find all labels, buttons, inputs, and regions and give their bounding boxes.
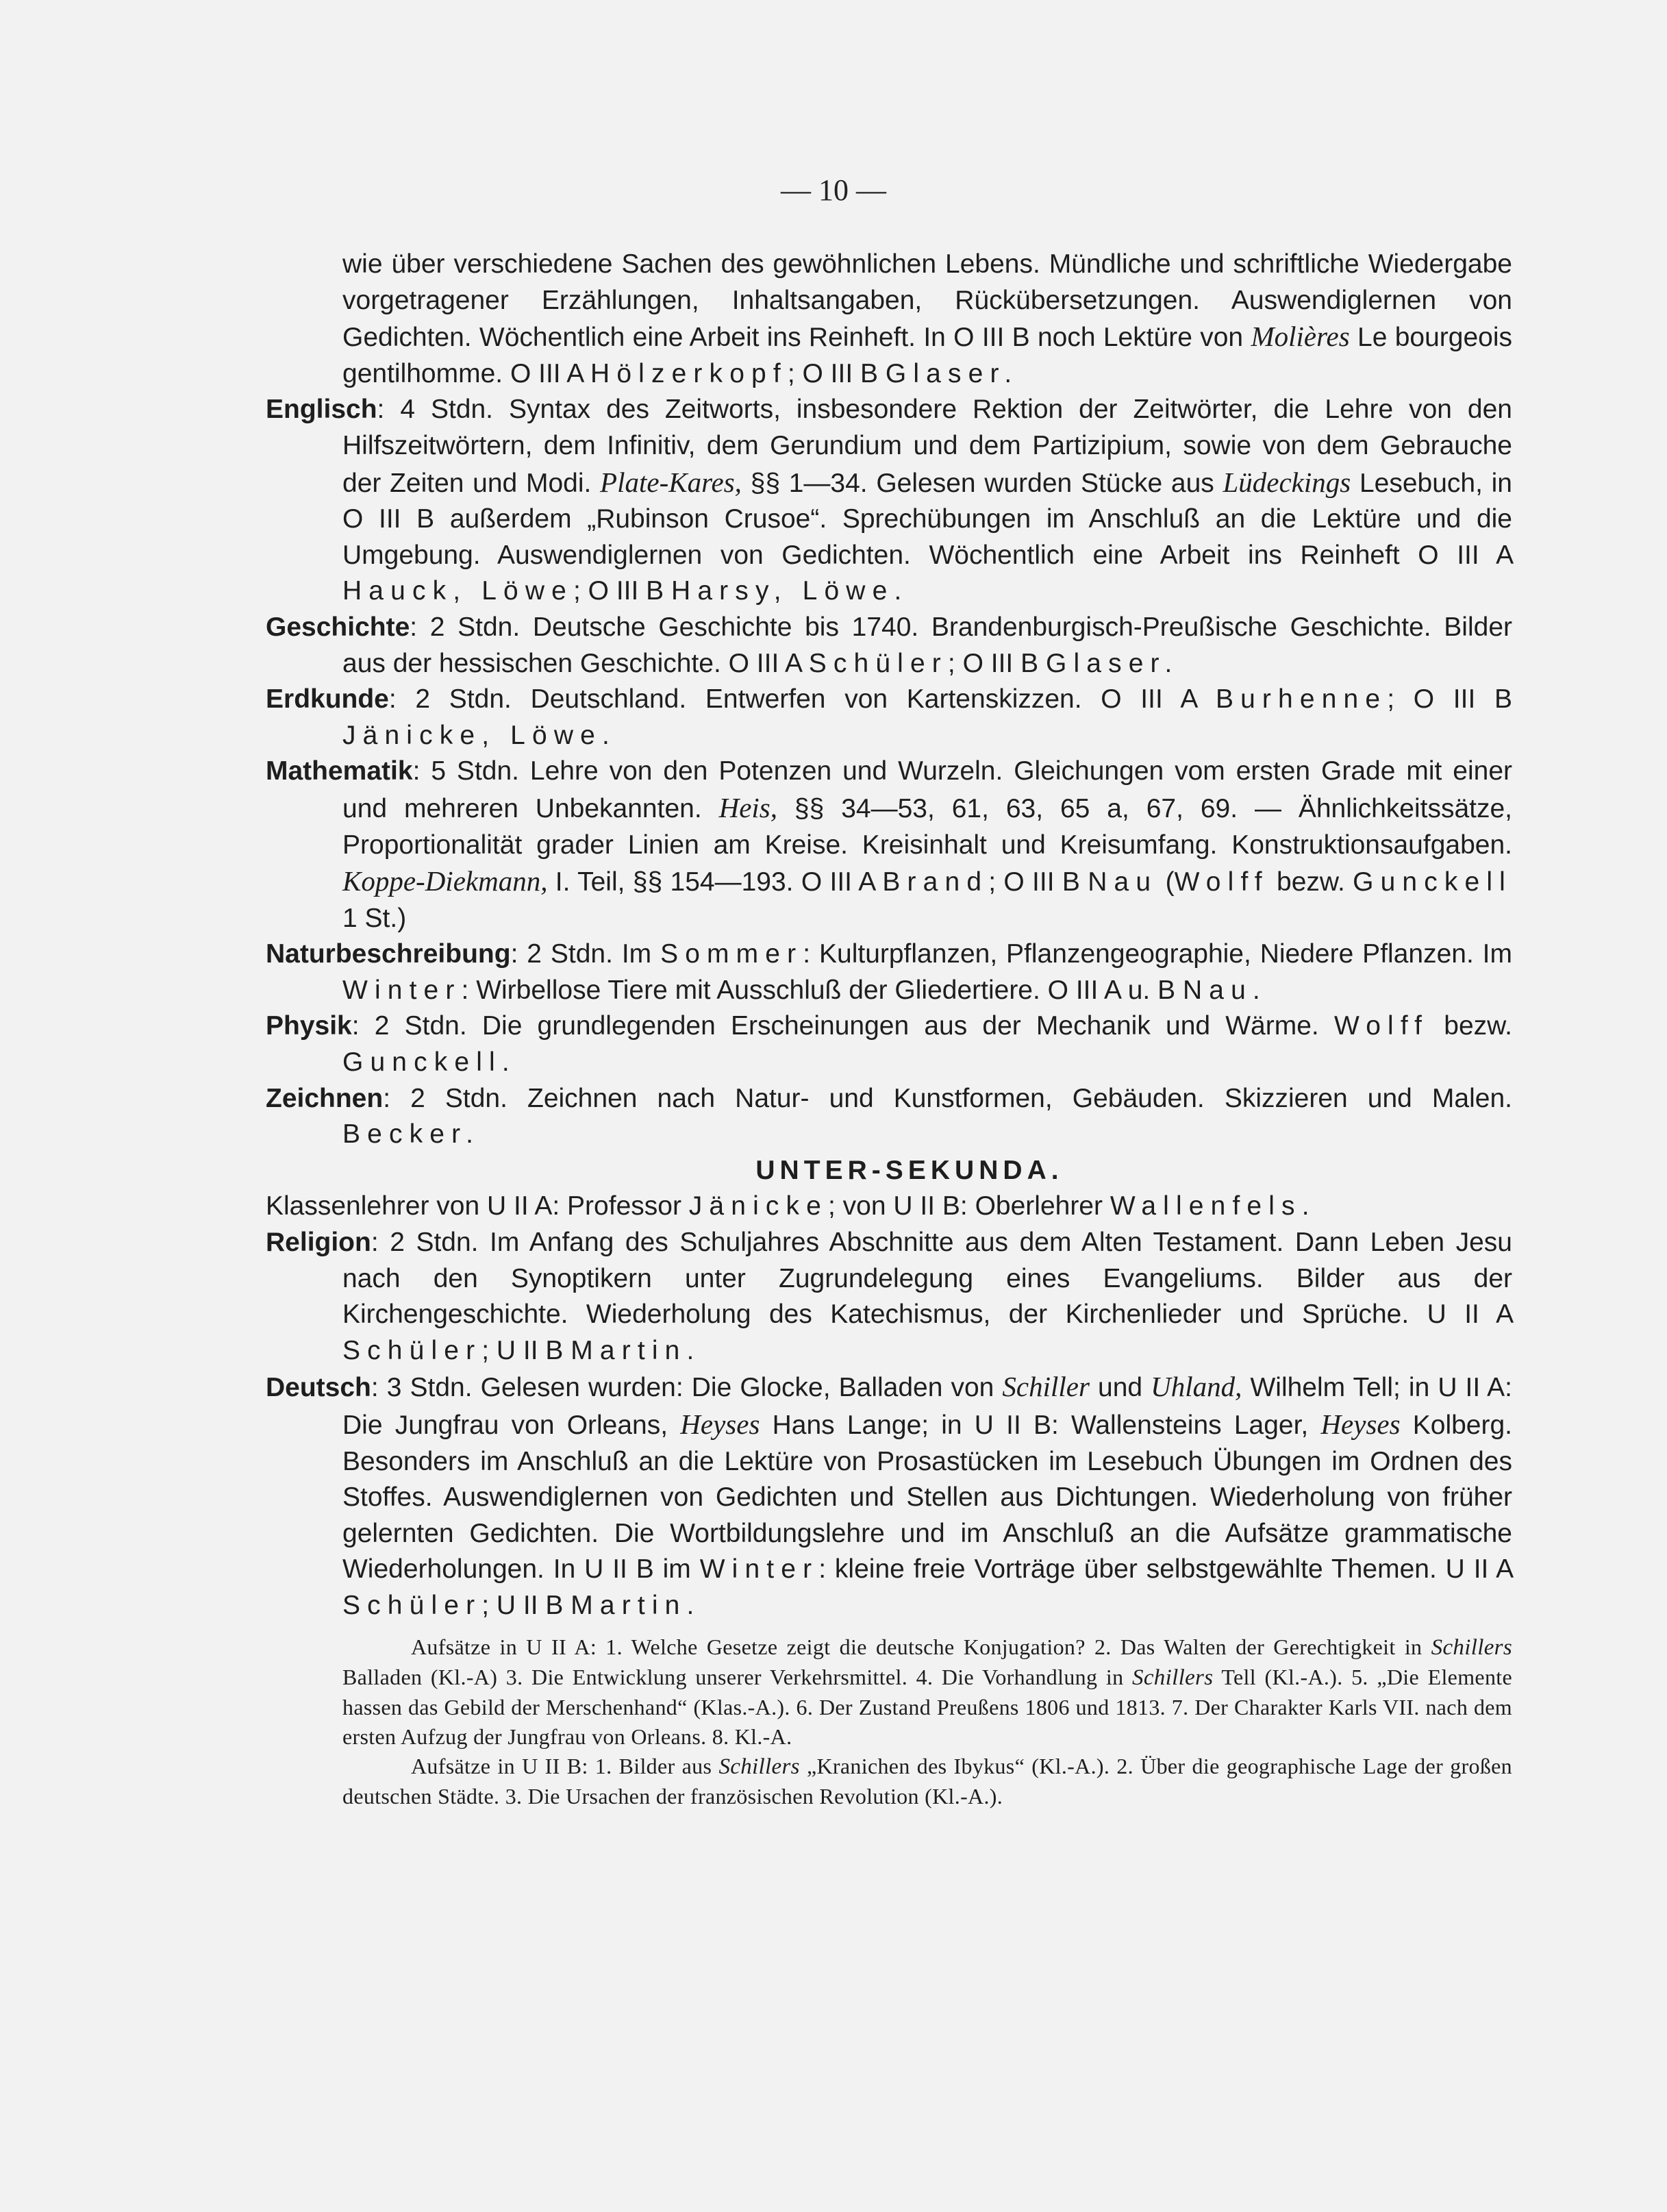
subject-mathematik <box>266 754 1513 936</box>
teacher-name: Harsy, Löwe. <box>671 576 909 606</box>
text: 1 St.) <box>342 903 407 933</box>
subject-title: Erdkunde <box>266 684 389 714</box>
text: bezw. <box>1277 867 1345 897</box>
book-title: Heis, <box>718 791 777 823</box>
subject-zeichnen <box>266 1081 1512 1153</box>
teacher-name: Hauck, Löwe <box>342 576 573 606</box>
author-name: Lüdeckings <box>1223 466 1351 498</box>
section-heading: UNTER-SEKUNDA. <box>755 1155 1064 1185</box>
text: ; von U II B: Oberlehrer <box>828 1191 1103 1221</box>
teacher-name: Burhenne <box>1215 684 1388 714</box>
text: bezw. <box>1444 1011 1513 1041</box>
teacher-name: Wolff <box>1174 867 1269 897</box>
season-label: Sommer <box>660 939 803 969</box>
text: ; O III B <box>573 576 664 606</box>
text: : 2 Stdn. Im <box>510 939 652 969</box>
subject-title: Naturbeschreibung <box>266 939 511 969</box>
subject-englisch <box>266 392 1512 610</box>
subject-title: Geschichte <box>266 612 410 642</box>
teacher-name: Nau <box>1088 867 1158 897</box>
teacher-name: Schüler <box>342 1335 482 1365</box>
teacher-name: Schüler <box>342 1590 482 1620</box>
text: ; U II B <box>481 1335 564 1365</box>
season-label: Winter <box>342 975 462 1005</box>
class-teachers-line <box>266 1189 1512 1225</box>
teacher-name: Brand <box>882 867 989 897</box>
teacher-name: Wallenfels. <box>1110 1191 1316 1221</box>
text: „Kranichen des Ibykus“ (Kl.-A.). 2. Über die geographische Lage der großen deutschen Städte. 3. Die Ursachen der französischen Revolution (Kl.-A.). <box>342 1753 1513 1809</box>
teacher-name: Becker. <box>342 1119 481 1150</box>
teacher-name: Wolff <box>1333 1011 1429 1041</box>
text: wie über verschiedene Sachen des gewöhnlichen Lebens. Mündliche und schriftliche Wiedergabe vorgetragener Erzählungen, Inhaltsangaben, Rückübersetzungen. Auswendiglernen von Gedichten. Wöchentlich eine Arbeit ins Reinheft. In O III B noch Lektüre von <box>342 249 1512 353</box>
subject-title: Zeichnen <box>266 1083 384 1113</box>
subject-title: Deutsch <box>266 1373 371 1403</box>
subject-religion <box>266 1225 1512 1369</box>
subject-title: Mathematik <box>266 756 413 786</box>
teacher-name: Glaser. <box>1045 648 1179 678</box>
text: Balladen (Kl.-A) 3. Die Entwicklung unserer Verkehrsmittel. 4. Die Vorhandlung in <box>342 1664 1124 1689</box>
text: : kleine freie Vorträge über selbstgewählte Themen. U II A <box>818 1554 1512 1585</box>
author-name: Molières <box>1251 321 1350 353</box>
text: : 2 Stdn. Deutschland. Entwerfen von Kartenskizzen. O III A <box>388 684 1197 714</box>
season-label: Winter <box>699 1554 819 1585</box>
subject-deutsch <box>266 1369 1513 1624</box>
subject-geschichte <box>266 610 1512 682</box>
text: : 2 Stdn. Deutsche Geschichte bis 1740. Brandenburgisch-Preußische Geschichte. Bilder aus der hessischen Geschichte. O III A <box>342 612 1512 678</box>
text: I. Teil, §§ 154—193. O III A <box>555 867 875 897</box>
author-name: Schillers <box>1431 1635 1512 1660</box>
text: ; U II B <box>481 1590 564 1620</box>
subject-erdkunde <box>266 682 1512 754</box>
text: Aufsätze in U II A: 1. Welche Gesetze zeigt die deutsche Konjugation? 2. Das Walten der Gerechtigkeit in <box>411 1634 1422 1659</box>
teacher-name: Martin. <box>571 1590 701 1620</box>
text: Klassenlehrer von U II A: Professor <box>266 1191 681 1221</box>
text: ; O III B <box>988 867 1080 897</box>
author-name: Schillers <box>718 1754 800 1779</box>
page-body <box>266 247 1512 1811</box>
text: ; O III B <box>787 358 879 388</box>
teacher-name: Jänicke <box>688 1191 828 1221</box>
subject-physik <box>266 1008 1513 1080</box>
essay-list-u2a <box>342 1632 1512 1752</box>
teacher-name: Gunckell. <box>342 1047 516 1078</box>
text: : 2 Stdn. Zeichnen nach Natur- und Kunstformen, Gebäuden. Skizzieren und Malen. <box>383 1083 1512 1113</box>
subject-title: Religion <box>266 1228 371 1258</box>
teacher-name: Schüler <box>808 648 948 678</box>
teacher-name: Nau. <box>1182 975 1267 1005</box>
author-name: Schiller <box>1002 1371 1090 1403</box>
author-name: Heyses <box>1320 1408 1401 1440</box>
subject-naturbeschreibung <box>266 936 1513 1008</box>
author-name: Schillers <box>1132 1665 1214 1690</box>
teacher-name: Hölzerkopf <box>590 358 788 388</box>
teacher-name: Martin. <box>571 1335 701 1365</box>
teacher-name: Glaser. <box>885 358 1019 388</box>
text: Le bourgeois gentilhomme. O III A <box>342 323 1512 388</box>
teacher-name: Jänicke, Löwe. <box>342 720 616 750</box>
subject-title: Englisch <box>266 395 377 425</box>
paragraph-french-continuation <box>342 247 1512 392</box>
text: §§ 34—53, 61, 63, 65 a, 67, 69. — Ähnlichkeitssätze, Proportionalität grader Linien am Kreise. Kreisinhalt und Kreisumfang. Konstruktionsaufgaben. <box>342 793 1513 860</box>
author-name: Uhland, <box>1151 1371 1242 1403</box>
text: §§ 1—34. Gelesen wurden Stücke aus <box>750 468 1214 498</box>
author-name: Heyses <box>680 1408 760 1440</box>
teacher-name: Gunckell <box>1353 867 1512 897</box>
text: : 2 Stdn. Im Anfang des Schuljahres Abschnitte aus dem Alten Testament. Dann Leben Jesu nach den Synoptikern unter Zugrundelegung eines Evangeliums. Bilder aus der Kirchengeschichte. Wiederholung des Katechismus, der Kirchenlieder und Sprüche. U II A <box>342 1228 1512 1330</box>
text: ; O III B <box>947 648 1039 678</box>
text: Lesebuch, in O III B außerdem „Rubinson Crusoe“. Sprechübungen im Anschluß an die Lektüre und die Umgebung. Auswendiglernen von Gedichten. Wöchentlich eine Arbeit ins Reinheft O III A <box>342 468 1512 570</box>
text: Kolberg. Besonders im Anschluß an die Lektüre von Prosastücken im Lesebuch Übungen im Ordnen des Stoffes. Auswendiglernen von Gedichten und Stellen aus Dichtungen. Wiederholung von früher gelernten Gedichten. Die Wortbildungslehre und im Anschluß an die Aufsätze grammatische Wiederholungen. In U II B im <box>342 1411 1513 1585</box>
essay-notes <box>342 1632 1512 1811</box>
text: Aufsätze in U II B: 1. Bilder aus <box>411 1753 712 1778</box>
text: Tell (Kl.-A.). 5. „Die Elemente hassen das Gebild der Merschenhand“ (Klas.-A.). 6. Der Zustand Preußens 1806 und 1813. 7. Der Charakter Karls VII. nach dem ersten Aufzug der Jungfrau von Orleans. 8. Kl.-A. <box>342 1664 1512 1749</box>
text: : 4 Stdn. Syntax des Zeitworts, insbesondere Rektion der Zeitwörter, die Lehre von den Hilfszeitwörtern, dem Infinitiv, dem Gerundium und dem Partizipium, sowie von dem Gebrauche der Zeiten und Modi. <box>342 395 1512 498</box>
text: Hans Lange; in U II B: Wallensteins Lager, <box>772 1411 1309 1440</box>
page-number: — 10 — <box>781 173 886 207</box>
book-title: Koppe-Diekmann, <box>342 865 548 897</box>
text: und <box>1098 1373 1143 1403</box>
text: : Wirbellose Tiere mit Ausschluß der Gliedertiere. O III A u. B <box>461 975 1176 1005</box>
text: : 5 Stdn. Lehre von den Potenzen und Wurzeln. Gleichungen vom ersten Grade mit einer und mehreren Unbekannten. <box>342 756 1512 823</box>
book-title: Plate-Kares, <box>600 466 742 498</box>
text: : 2 Stdn. Die grundlegenden Erscheinungen aus der Mechanik und Wärme. <box>351 1011 1319 1041</box>
text: Wilhelm Tell; in U II A: Die Jungfrau von Orleans, <box>342 1373 1512 1440</box>
subject-title: Physik <box>266 1011 352 1041</box>
text: : 3 Stdn. Gelesen wurden: Die Glocke, Balladen von <box>371 1373 994 1403</box>
text: ( <box>1165 867 1175 897</box>
text: ; O III B <box>1387 684 1512 714</box>
text: : Kulturpflanzen, Pflanzengeographie, Niedere Pflanzen. Im <box>803 939 1513 969</box>
essay-list-u2b <box>342 1752 1512 1811</box>
